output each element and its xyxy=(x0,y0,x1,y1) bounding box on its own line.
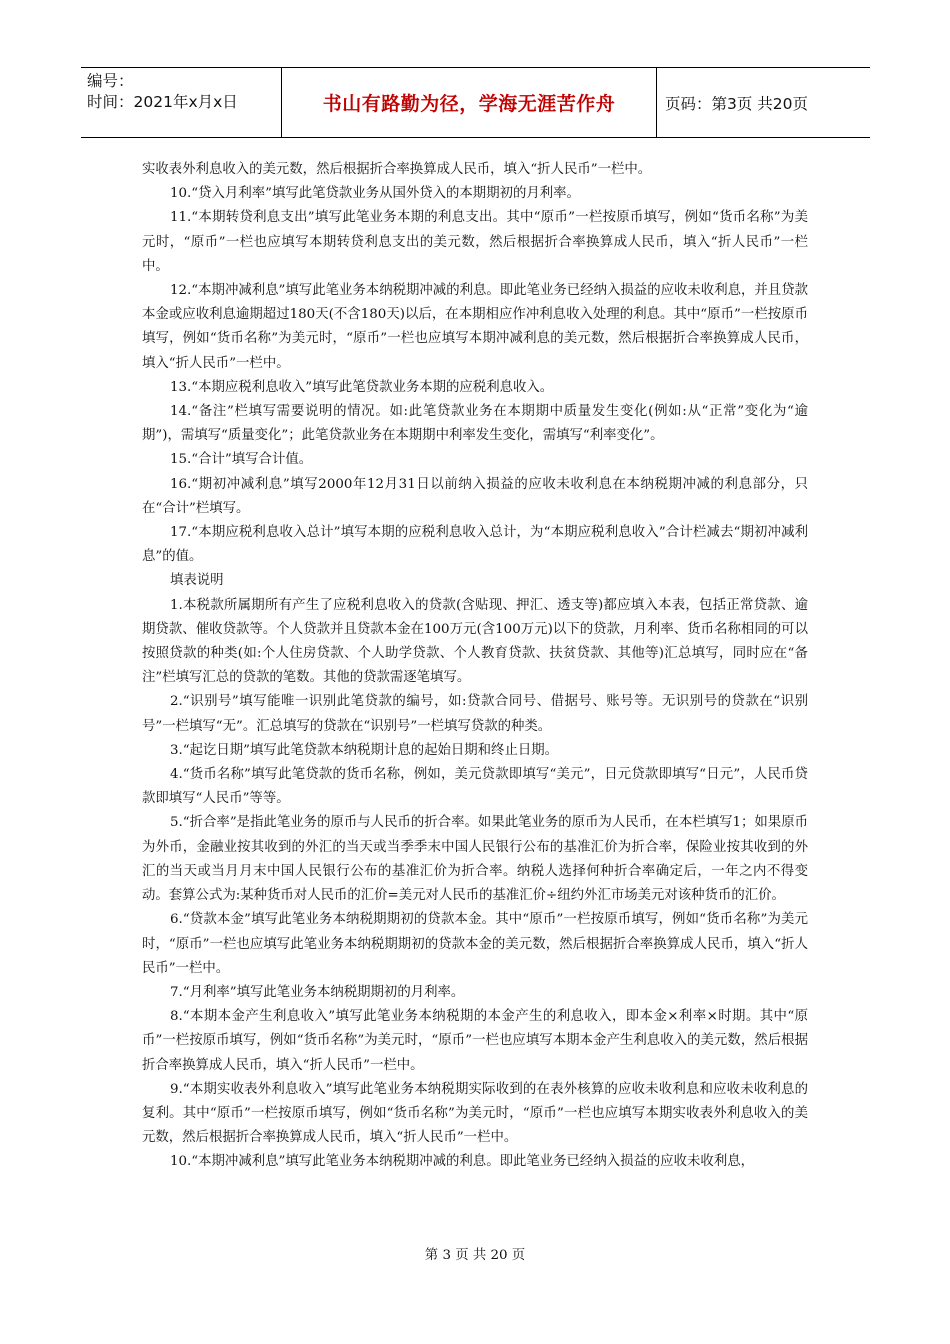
body-paragraph: 2.“识别号”填写能唯一识别此笔贷款的编号，如:贷款合同号、借据号、账号等。无识别号的贷款在“识别号”一栏填写“无”。汇总填写的贷款在“识别号”一栏填写贷款的种类。 xyxy=(142,694,808,734)
body-paragraph: 3.“起讫日期”填写此笔贷款本纳税期计息的起始日期和终止日期。 xyxy=(170,742,559,758)
header-meta xyxy=(81,68,282,137)
document-number-label: 编号： xyxy=(87,72,134,90)
body-paragraph: 10.“本期冲减利息”填写此笔业务本纳税期冲减的利息。即此笔业务已经纳入损益的应收未收利息， xyxy=(170,1154,754,1170)
body-paragraph: 15.“合计”填写合计值。 xyxy=(170,452,313,468)
body-paragraph: 4.“货币名称”填写此笔贷款的货币名称，例如，美元贷款即填写“美元”，日元贷款即填写“日元”，人民币贷款即填写“人民币”等等。 xyxy=(142,767,808,807)
page-footer: 第 3 页 共 20 页 xyxy=(424,1248,526,1263)
body-paragraph: 13.“本期应税利息收入”填写此笔贷款业务本期的应税利息收入。 xyxy=(170,379,554,395)
body-paragraph: 填表说明 xyxy=(170,573,224,589)
body-paragraph: 11.“本期转贷利息支出”填写此笔业务本期的利息支出。其中“原币”一栏按原币填写，例如“货币名称”为美元时，“原币”一栏也应填写本期转贷利息支出的美元数，然后根据折合率换算成人民币，填入“折人民币”一栏中。 xyxy=(142,210,808,274)
body-paragraph: 9.“本期实收表外利息收入”填写此笔业务本纳税期实际收到的在表外核算的应收未收利息和应收未收利息的复利。其中“原币”一栏按原币填写，例如“货币名称”为美元时，“原币”一栏也应填写本期实收表外利息收入的美元数，然后根据折合率换算成人民币，填入“折人民币”一栏中。 xyxy=(142,1081,808,1146)
body-paragraph: 8.“本期本金产生利息收入”填写此笔业务本纳税期的本金产生的利息收入，即本金×利率×时期。其中“原币”一栏按原币填写，例如“货币名称”为美元时，“原币”一栏也应填写本期本金产生利息收入的美元数，然后根据折合率换算成人民币，填入“折人民币”一栏中。 xyxy=(142,1009,808,1073)
body-paragraph: 17.“本期应税利息收入总计”填写本期的应税利息收入总计，为“本期应税利息收入”合计栏减去“期初冲减利息”的值。 xyxy=(142,525,808,565)
body-paragraph: 16.“期初冲减利息”填写2000年12月31日以前纳入损益的应收未收利息在本纳税期冲减的利息部分，只在“合计”栏填写。 xyxy=(142,476,808,516)
document-header xyxy=(81,67,870,138)
body-paragraph: 14.“备注”栏填写需要说明的情况。如:此笔贷款业务在本期期中质量发生变化(例如:从“正常”变化为“逾期”)，需填写“质量变化”；此笔贷款业务在本期期中利率发生变化，需填写“利率变化”。 xyxy=(142,404,808,444)
body-paragraph: 7.“月利率”填写此笔业务本纳税期期初的月利率。 xyxy=(170,984,465,1000)
header-page-info: 页码：第3页 共20页 xyxy=(665,94,809,113)
body-paragraph: 1.本税款所属期所有产生了应税利息收入的贷款(含贴现、押汇、透支等)都应填入本表，包括正常贷款、逾期贷款、催收贷款等。个人贷款并且贷款本金在100万元(含100万元)以下的贷款，月利率、货币名称相同的可以按照贷款的种类(如:个人住房贷款、个人助学贷款、个人教育贷款、扶贫贷款、其他等)汇总填写，同时应在“备注”栏填写汇总的贷款的笔数。其他的贷款需逐笔填写。 xyxy=(142,597,808,686)
header-motto: 书山有路勤为径，学海无涯苦作舟 xyxy=(282,68,657,137)
body-paragraph: 12.“本期冲减利息”填写此笔业务本纳税期冲减的利息。即此笔业务已经纳入损益的应收未收利息，并且贷款本金或应收利息逾期超过180天(不含180天)以后，在本期相应作冲利息收入处理的利息。其中“原币”一栏按原币填写，例如“货币名称”为美元时，“原币”一栏也应填写本期冲减利息的美元数，然后根据折合率换算成人民币，填入“折人民币”一栏中。 xyxy=(142,283,808,371)
body-paragraph: 5.“折合率”是指此笔业务的原币与人民币的折合率。如果此笔业务的原币为人民币，在本栏填写1；如果原币为外币，金融业按其收到的外汇的当天或当季季末中国人民银行公布的基准汇价为折合率，保险业按其收到的外汇的当天或当月月末中国人民银行公布的基准汇价为折合率。纳税人选择何种折合率确定后，一年之内不得变动。套算公式为:某种货币对人民币的汇价=美元对人民币的基准汇价÷纽约外汇市场美元对该种货币的汇价。 xyxy=(142,815,808,904)
document-date: 时间：2021年x月x日 xyxy=(87,93,238,111)
body-paragraph: 6.“贷款本金”填写此笔业务本纳税期期初的贷款本金。其中“原币”一栏按原币填写，例如“货币名称”为美元时，“原币”一栏也应填写此笔业务本纳税期期初的贷款本金的美元数，然后根据折合率换算成人民币，填入“折人民币”一栏中。 xyxy=(142,912,808,976)
body-paragraph: 10.“贷入月利率”填写此笔贷款业务从国外贷入的本期期初的月利率。 xyxy=(170,186,580,202)
body-paragraph: 实收表外利息收入的美元数，然后根据折合率换算成人民币，填入“折人民币”一栏中。 xyxy=(142,162,652,177)
document-body xyxy=(142,158,808,1175)
